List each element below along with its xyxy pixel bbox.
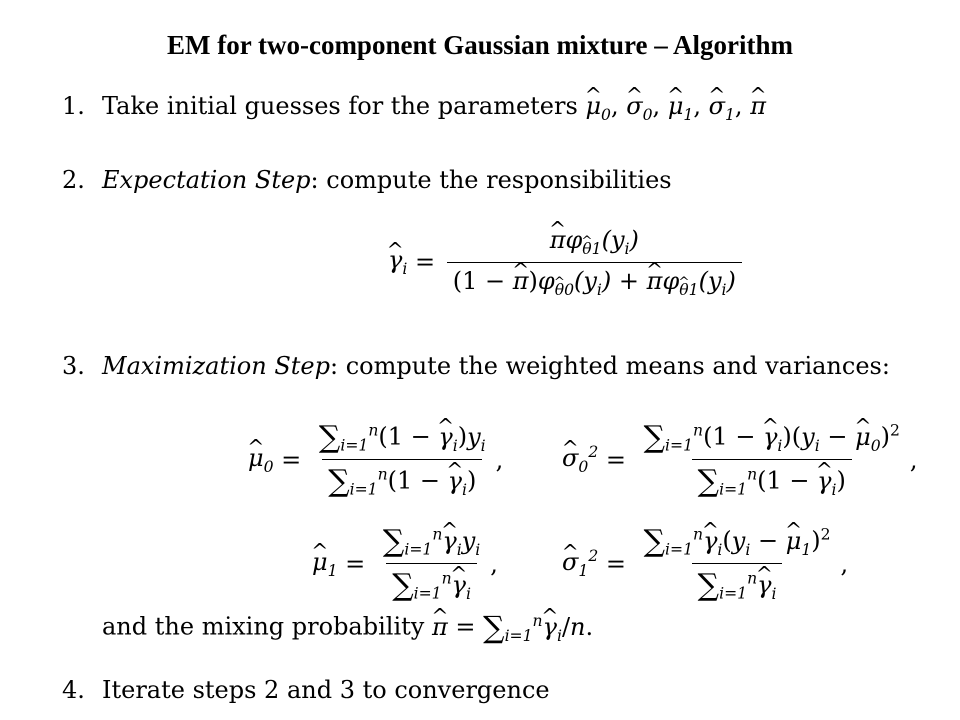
step-2-name: Expectation Step [102, 166, 311, 194]
page-title: EM for two-component Gaussian mixture – Algorithm [167, 30, 793, 60]
step-1-text: Take initial guesses for the parameters [102, 92, 578, 120]
step-3-name: Maximization Step [102, 352, 330, 380]
step-2-number: 2. [62, 166, 85, 194]
step-1 [62, 92, 766, 124]
sigma0-equation: ^ $\sigma_0^2$ = $\frac{\sum_{i=1}^n(1 - \^{} \gamma_i)(y_i - \^{} \mu_0)^2}{\sum_{i=1}^n(1 - \^{} \gamma_i)}$ , [562, 420, 918, 499]
step-3-number: 3. [62, 352, 85, 380]
step-2 [62, 166, 672, 194]
mixing-text: and the mixing probability [102, 612, 425, 641]
step-3 [62, 352, 890, 380]
step-3-text: : compute the weighted means and variances: [330, 352, 890, 380]
mu1-equation: ^ $\mu_1$ = $\frac{\sum_{i=1}^n\^{} \gamma_iy_i}{\sum_{i=1}^n\^{} \gamma_i}$ , [312, 524, 498, 603]
mu0-equation: ^ $\mu_0$ = $\frac{\sum_{i=1}^n(1 - \^{} \gamma_i)y_i}{\sum_{i=1}^n(1 - \^{} \gamma_i)}$ , [248, 420, 503, 499]
responsibility-equation: ^ $\gamma_i$ = ^ $\frac{\pi\varphi\^{} _{\theta 1}(y_i)}{(1 - \^{} \pi)\varphi\^{} _{\theta 0}(y_i) + \^{} \pi\varphi\^{} _{\theta 1}(y_i)}$ [388, 226, 746, 299]
step-4-text: Iterate steps 2 and 3 to convergence [102, 676, 550, 704]
step-2-text: : compute the responsibilities [310, 166, 672, 194]
step-4-number: 4. [62, 676, 85, 704]
step-4 [62, 676, 550, 704]
step-1-parameters: ^ $\mu_0$, ^ $\sigma_0$, ^ $\mu_1$, ^ $\sigma_1$, ^ π [585, 92, 766, 120]
step-1-number: 1. [62, 92, 85, 120]
mixing-formula: ^ $\pi = \sum_{i=1}^n\^{}$ $\gamma_i/n$. [432, 613, 593, 641]
mixing-probability [102, 610, 593, 645]
sigma1-equation: ^ $\sigma_1^2$ = $\frac{\sum_{i=1}^n\^{} \gamma_i(y_i - \^{} \mu_1)^2}{\sum_{i=1}^n\^{} \gamma_i}$ , [562, 524, 848, 603]
